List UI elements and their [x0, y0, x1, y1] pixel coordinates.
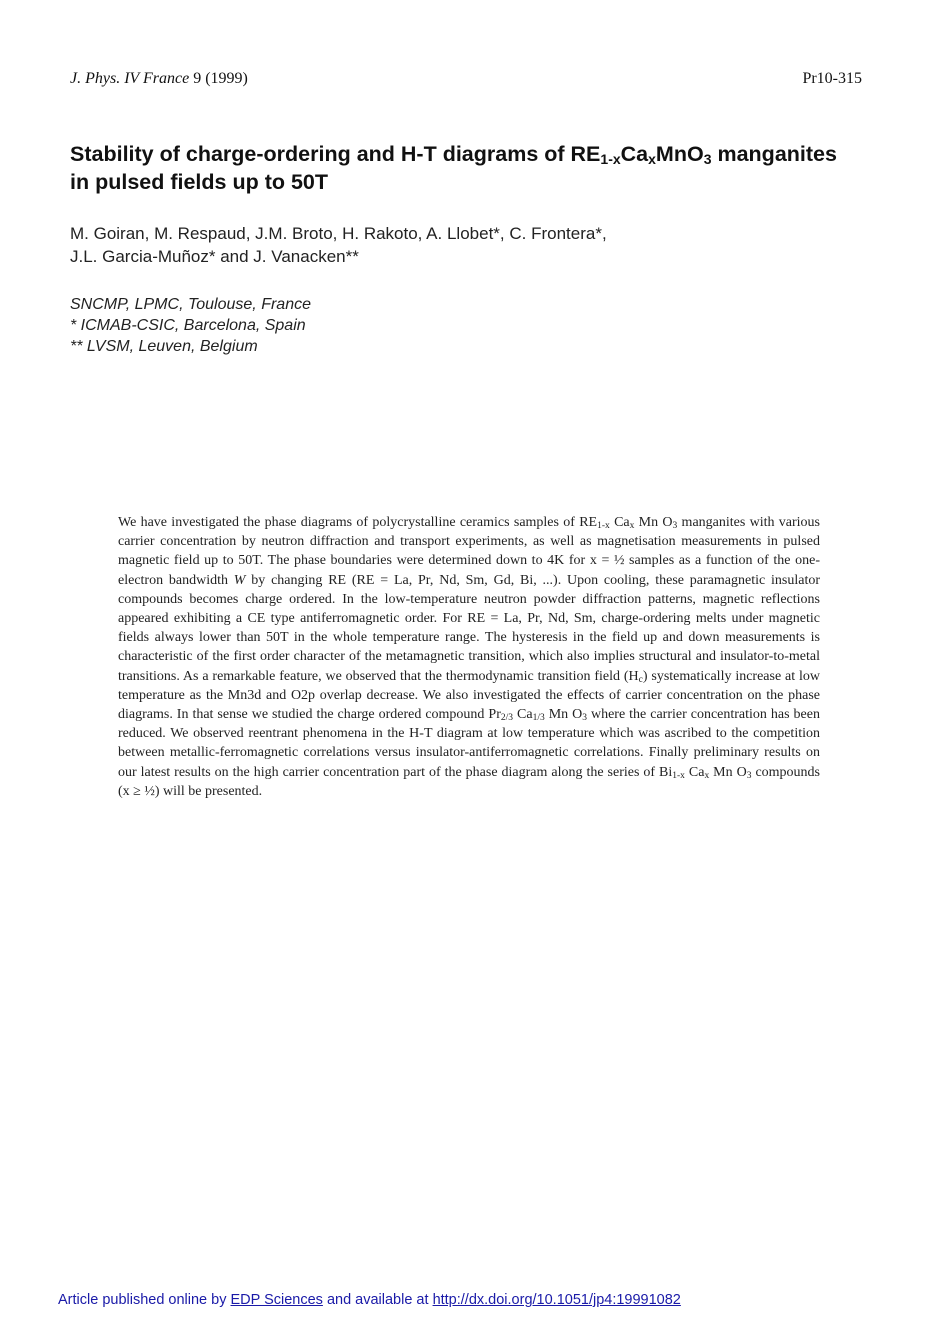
page-reference: Pr10-315	[802, 70, 862, 87]
abstract-subscript: 1-x	[672, 770, 685, 781]
abstract-text: We have investigated the phase diagrams of polycrystalline ceramics samples of RE	[118, 515, 598, 530]
doi-link[interactable]: http://dx.doi.org/10.1051/jp4:19991082	[432, 1292, 681, 1308]
abstract-subscript: 3	[746, 770, 752, 781]
abstract-text: Mn O	[544, 707, 583, 723]
author-line: M. Goiran, M. Respaud, J.M. Broto, H. Rakoto, A. Llobet*, C. Frontera*,	[70, 224, 607, 243]
paper-title	[70, 140, 860, 196]
journal-name: J. Phys. IV France	[70, 70, 190, 87]
footer-text: Article published online by	[58, 1292, 231, 1308]
abstract-text: ) systematically increase at low temperature as the Mn3d and O2p overlap decrease. We also investigated the effects of carrier concentration on the phase diagrams. In that sense we studied the charge ordered compound Pr	[118, 668, 820, 723]
abstract-subscript: x	[704, 770, 710, 781]
abstract-text: Ca	[609, 515, 630, 530]
title-text: Stability of charge-ordering and H-T diagrams of RE	[70, 142, 601, 166]
abstract-text: by changing RE (RE = La, Pr, Nd, Sm, Gd, Bi, ...). Upon cooling, these paramagnetic insulator compounds becomes charge ordered. In the low-temperature neutron powder diffraction patterns, magnetic reflections appeared exhibiting a CE type antiferromagnetic order. For RE = La, Pr, Nd, Sm, charge-ordering melts under magnetic fields always lower than 50T in the whole temperature range. The hysteresis in the field up and down measurements is characteristic of the first order character of the metamagnetic transition, which also implies structural and insulator-to-metal transitions. As a remarkable feature, we observed that the thermodynamic transition field (H	[118, 572, 820, 684]
abstract-text: where the carrier concentration has been reduced. We observed reentrant phenomena in the H-T diagram at low temperature which was ascribed to the competition between metallic-ferromagnetic correlations versus insulator-antiferromagnetic correlations. Finally preliminary results on our latest results on the high carrier concentration part of the phase diagram along the series of Bi	[118, 707, 820, 780]
abstract-subscript: 3	[672, 521, 678, 531]
affiliation: ** LVSM, Leuven, Belgium	[70, 338, 258, 355]
publication-footer	[58, 1292, 681, 1308]
abstract-subscript: c	[638, 674, 643, 685]
affiliation: SNCMP, LPMC, Toulouse, France	[70, 296, 311, 313]
abstract-text: Ca	[513, 707, 533, 723]
title-subscript: 3	[703, 151, 712, 167]
volume-year: 9 (1999)	[189, 70, 248, 87]
title-subscript: 1-x	[600, 151, 621, 167]
abstract-text: Mn O	[709, 764, 747, 780]
journal-citation	[70, 70, 248, 88]
title-text: MnO	[655, 142, 704, 166]
affiliation: * ICMAB-CSIC, Barcelona, Spain	[70, 317, 306, 334]
abstract-italic: W	[233, 572, 246, 588]
affiliation-list	[70, 294, 311, 357]
author-list	[70, 222, 860, 268]
abstract-text: compounds (x ≥ ½) will be presented.	[118, 764, 820, 799]
abstract-text: Ca	[684, 764, 705, 780]
abstract-text: Mn O	[634, 515, 673, 530]
abstract-subscript: 3	[582, 713, 587, 724]
abstract-subscript: 1-x	[597, 521, 610, 531]
title-subscript: x	[648, 151, 656, 167]
title-text: manganites in pulsed fields up to 50T	[70, 142, 837, 194]
footer-text: and available at	[322, 1292, 433, 1308]
abstract	[118, 513, 820, 801]
abstract-subscript: x	[629, 521, 635, 531]
title-text: Ca	[620, 142, 649, 166]
abstract-subscript: 1/3	[532, 713, 545, 724]
author-line: J.L. Garcia-Muñoz* and J. Vanacken**	[70, 247, 359, 266]
publisher-link[interactable]: EDP Sciences	[230, 1292, 323, 1308]
abstract-text: manganites with various carrier concentration by neutron diffraction and transport experiments, as well as magnetisation measurements in pulsed magnetic field up to 50T. The phase boundaries were determined down to 4K for x = ½ samples as a function of the one-electron bandwidth	[118, 515, 820, 588]
abstract-subscript: 2/3	[500, 713, 514, 724]
